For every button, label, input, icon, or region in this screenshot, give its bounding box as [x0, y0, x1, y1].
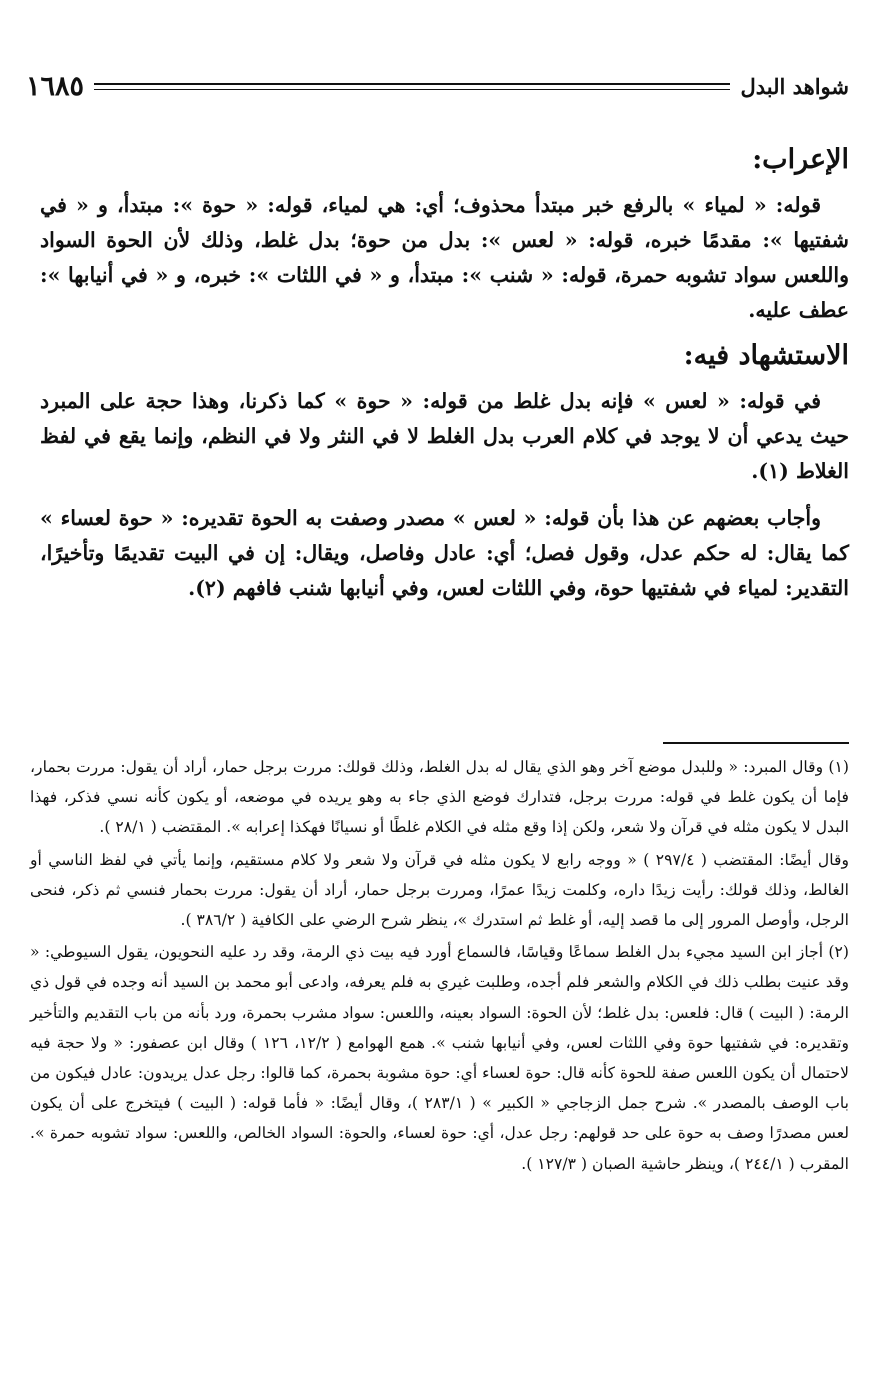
main-text — [40, 136, 849, 606]
footnote-1-continued: وقال أيضًا: المقتضب ( ٢٩٧/٤ ) « ووجه رابع لا يكون مثله في قرآن ولا شعر ولا كلام مستقيم، وإنما يأتي في لفظ الناسي أو الغالط، وذلك قولك: رأيت زيدًا داره، وكلمت زيدًا عمرًا، ومررت برجل حمار، أراد أن يقول: مررت بحمار فنسي ثم ذكر، فنحى الرجل، وأوصل المرور إلى ما قصد إليه، أو غلط ثم استدرك »، ينظر شرح الرضي على الكافية ( ٣٨٦/٢ ). — [30, 850, 849, 930]
istishhad-paragraph-2: وأجاب بعضهم عن هذا بأن قوله: « لعس » مصدر وصفت به الحوة تقديره: « حوة لعساء » كما يقال: له حكم عدل، وقول فصل؛ أي: عادل وفاصل، ويقال: إن في البيت تقديمًا وتأخيرًا، التقدير: لمياء في شفتيها حوة، وفي اللثات لعس، وفي أنيابها شنب فافهم (٢). — [40, 506, 849, 600]
page-number: ١٦٨٥ — [26, 70, 85, 102]
irab-heading: الإعراب: — [752, 144, 849, 175]
footnote-1: (١) وقال المبرد: « وللبدل موضع آخر وهو الذي يقال له بدل الغلط، وذلك قولك: مررت برجل حمار، أراد أن يقول: مررت بحمار، فإما أن يكون غلط في قوله: مررت برجل، فتدارك فوضع الذي جاء به وهو يريده في موضعه، أو يكون كأنه نسي فذكر، فهذا البدل لا يكون مثله في قرآن ولا شعر، ولكن إذا وقع مثله في الكلام غلطًا أو نسيانًا فهكذا إعرابه ». المقتضب ( ٢٨/١ ). — [30, 758, 849, 837]
running-header — [26, 66, 849, 106]
running-title: شواهد البدل — [740, 73, 849, 99]
irab-paragraph: قوله: « لمياء » بالرفع خبر مبتدأ محذوف؛ أي: هي لمياء، قوله: « حوة »: مبتدأ، و « في شفتيها »: مقدمًا خبره، قوله: « لعس »: بدل من حوة؛ بدل غلط، وذلك لأن الحوة السواد واللعس سواد تشوبه حمرة، قوله: « شنب »: مبتدأ، و « في اللثات »: خبره، و « في أنيابها »: عطف عليه. — [40, 193, 849, 322]
istishhad-paragraph-1: في قوله: « لعس » فإنه بدل غلط من قوله: « حوة » كما ذكرنا، وهذا حجة على المبرد حيث يدعي أن لا يوجد في كلام العرب بدل الغلط لا في النثر ولا في النظم، وإنما يقع في لفظ الغلاط (١). — [40, 389, 849, 483]
footnotes — [30, 752, 849, 1181]
footnote-2: (٢) أجاز ابن السيد مجيء بدل الغلط سماعًا وقياسًا، فالسماع أورد فيه بيت ذي الرمة، وقد رد عليه النحويون، يقول السيوطي: « وقد عنيت بطلب ذلك في الكلام والشعر فلم أجده، وطلبت غيري به فلم يعرفه، وادعى أبو محمد بن السيد أنه وجده في قول ذي الرمة: ( البيت ) قال: فلعس: بدل غلط؛ لأن الحوة: السواد بعينه، واللعس: سواد مشرب بحمرة، ورد بأنه من باب التقديم والتأخير وتقديره: في شفتيها حوة وفي اللثات لعس، وفي أنيابها شنب ». همع الهوامع ( ١٢/٢، ١٢٦ ) وقال ابن عصفور: « ولا حجة فيه لاحتمال أن يكون اللعس صفة للحوة كأنه قال: حوة لعساء أي: حوة مشوبة بحمرة، كما قالوا: رجل عدل يريدون: عادل فيكون من باب الوصف بالمصدر ». شرح جمل الزجاجي « الكبير » ( ٢٨٣/١ )، وقال أيضًا: « فأما قوله: ( البيت ) فيتخرج على أن يكون لعس مصدرًا وصف به حوة على حد قولهم: رجل عدل، أي: حوة لعساء، والحوة: السواد الخالص، واللعس: سواد تشوبه حمرة ». المقرب ( ٢٤٤/١ )، وينظر حاشية الصبان ( ١٢٧/٣ ). — [30, 943, 849, 1173]
istishhad-heading: الاستشهاد فيه: — [683, 340, 849, 371]
footnote-separator — [663, 742, 849, 744]
header-rule — [94, 83, 730, 90]
